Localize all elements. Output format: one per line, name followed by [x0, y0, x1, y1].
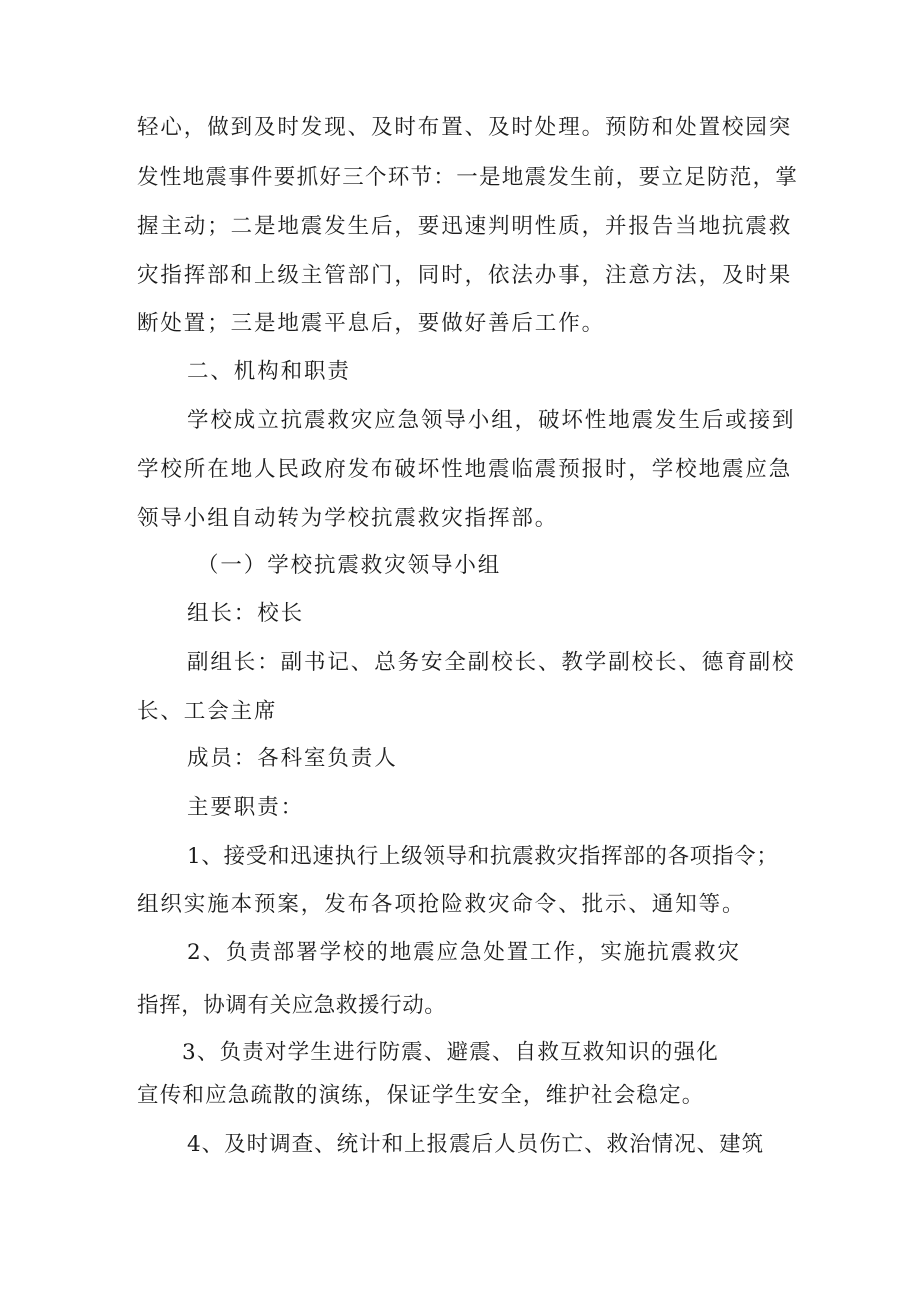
text-line-9: 领导小组自动转为学校抗震救灾指挥部。 [137, 506, 559, 531]
text-line-12: 副组长：副书记、总务安全副校长、教学副校长、德育副校 [187, 650, 796, 675]
text-line-8: 学校所在地人民政府发布破坏性地震临震预报时，学校地震应急 [137, 457, 793, 482]
text-line-22: 4、及时调查、统计和上报震后人员伤亡、救治情况、建筑 [187, 1132, 765, 1157]
text-line-4: 灾指挥部和上级主管部门，同时，依法办事，注意方法，及时果 [137, 263, 793, 288]
text-line-21: 宣传和应急疏散的演练，保证学生安全，维护社会稳定。 [137, 1083, 705, 1108]
text-line-2: 发性地震事件要抓好三个环节：一是地震发生前，要立足防范，掌 [137, 165, 799, 190]
section-heading: 二、机构和职责 [187, 359, 351, 384]
text-line-5: 断处置；三是地震平息后，要做好善后工作。 [137, 311, 606, 336]
text-line-20: 3、负责对学生进行防震、避震、自救互救知识的强化 [182, 1040, 719, 1065]
text-line-14: 成员：各科室负责人 [187, 746, 398, 771]
text-line-7: 学校成立抗震救灾应急领导小组，破坏性地震发生后或接到 [187, 408, 796, 433]
text-line-15: 主要职责： [187, 795, 305, 820]
text-line-16: 1、接受和迅速执行上级领导和抗震救灾指挥部的各项指令； [187, 844, 779, 869]
text-line-11: 组长：校长 [187, 601, 305, 626]
subsection-heading: （一）学校抗震救灾领导小组 [197, 553, 502, 578]
text-line-1: 轻心，做到及时发现、及时布置、及时处理。预防和处置校园突 [137, 115, 793, 140]
text-line-13: 长、工会主席 [137, 699, 278, 724]
text-line-3: 握主动；二是地震发生后，要迅速判明性质，并报告当地抗震救 [137, 214, 793, 239]
text-line-18: 2、负责部署学校的地震应急处置工作，实施抗震救灾 [187, 940, 741, 965]
text-line-17: 组织实施本预案，发布各项抢险救灾命令、批示、通知等。 [137, 892, 746, 917]
text-line-19: 指挥，协调有关应急救援行动。 [137, 993, 447, 1018]
